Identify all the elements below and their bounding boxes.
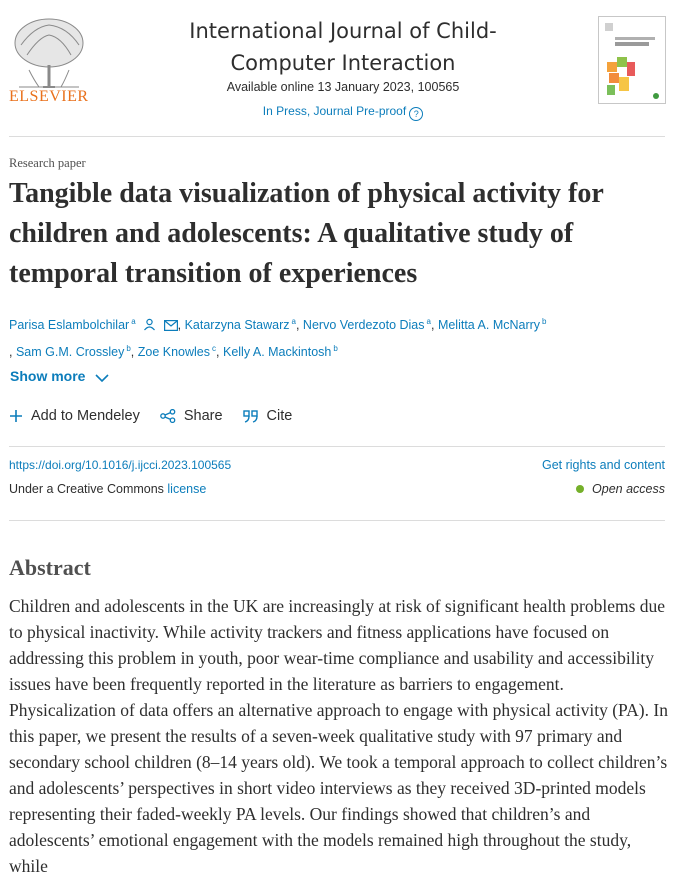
status-link[interactable]: In Press, Journal Pre-proof: [262, 104, 407, 118]
article-type: Research paper: [9, 156, 86, 170]
share-label: Share: [183, 408, 223, 424]
header-divider: [9, 136, 665, 137]
cite-button[interactable]: [243, 408, 293, 424]
person-icon[interactable]: [143, 316, 156, 338]
available-online: Available online 13 January 2023, 100565: [226, 80, 460, 94]
article-title: Tangible data visualization of physical activity for children and adolescents: A qualitative study of temporal transition of experiences: [9, 178, 604, 289]
journal-cover[interactable]: [598, 16, 666, 104]
open-access-icon: [576, 485, 584, 493]
license-info: [9, 482, 206, 496]
add-to-mendeley-button[interactable]: [9, 408, 140, 424]
actions-divider: [9, 446, 665, 447]
article-actions: [9, 408, 292, 424]
quote-icon: [243, 410, 259, 423]
meta-divider: [9, 520, 665, 521]
open-access-badge: [576, 482, 665, 496]
show-more-button[interactable]: [10, 368, 109, 384]
abstract-text: Children and adolescents in the UK are increasingly at risk of significant health problems due to physical inactivity. While activity trackers and fitness applications have focused on addressing this problem in youth, poor wear-time compliance and usability and accessibility issues have been frequently reported in the literature as barriers to engagement. Physicalization of data offers an alternative approach to engage with physical activity (PA). In this paper, we present the results of a seven-week qualitative study with 97 primary and secondary school children (8–14 years old). We took a temporal approach to collect children’s and adolescents’ perspectives in short video interviews as they received 3D-printed models representing their faded-weekly PA levels. Our findings showed that children’s and adolescents’ emotional engagement with the models remained high throughout the study, while: [9, 596, 668, 876]
mendeley-label: Add to Mendeley: [31, 408, 140, 424]
share-button[interactable]: [160, 408, 223, 424]
doi-link[interactable]: https://doi.org/10.1016/j.ijcci.2023.100565: [9, 458, 232, 472]
journal-cover-icon: [599, 17, 665, 103]
open-access-label: Open access: [592, 482, 665, 496]
publisher-name: ELSEVIER: [9, 88, 89, 105]
license-prefix: Under a Creative Commons: [9, 482, 164, 496]
license-link[interactable]: license: [167, 482, 207, 496]
author-link[interactable]: Kelly A. Mackintosh $^b$: [222, 344, 338, 359]
rights-link[interactable]: Get rights and content: [542, 458, 665, 472]
author-link[interactable]: Melitta A. McNarry $^b$: [437, 317, 547, 332]
journal-title[interactable]: International Journal of Child-Computer Interaction: [189, 19, 497, 75]
author-link[interactable]: Zoe Knowles $^c$: [137, 344, 217, 359]
chevron-down-icon: [95, 374, 109, 383]
page-header: [0, 0, 681, 137]
author-link[interactable]: Nervo Verdezoto Dias $^a$: [302, 317, 431, 332]
author-link[interactable]: Katarzyna Stawarz $^a$: [184, 317, 296, 332]
article-status[interactable]: [140, 104, 546, 121]
author-link[interactable]: Sam G.M. Crossley $^b$: [15, 344, 131, 359]
author-link[interactable]: Parisa Eslambolchilar $^a$: [9, 317, 136, 332]
cite-label: Cite: [266, 408, 293, 424]
plus-icon: [9, 409, 23, 423]
abstract-heading: Abstract: [9, 555, 91, 580]
author-list: Parisa Eslambolchilar $^a$ , Katarzyna Stawarz $^a$, Nervo Verdezoto Dias $^a$, Melitta A. McNarry $^b$ , Sam G.M. Crossley $^b$, Zoe Knowles $^c$, Kelly A. Mackintosh $^b$: [9, 317, 547, 359]
share-icon: [160, 409, 176, 423]
envelope-icon[interactable]: [164, 316, 178, 338]
help-icon[interactable]: ?: [409, 107, 423, 121]
show-more-label: Show more: [10, 368, 86, 384]
elsevier-tree-icon: [9, 15, 89, 90]
